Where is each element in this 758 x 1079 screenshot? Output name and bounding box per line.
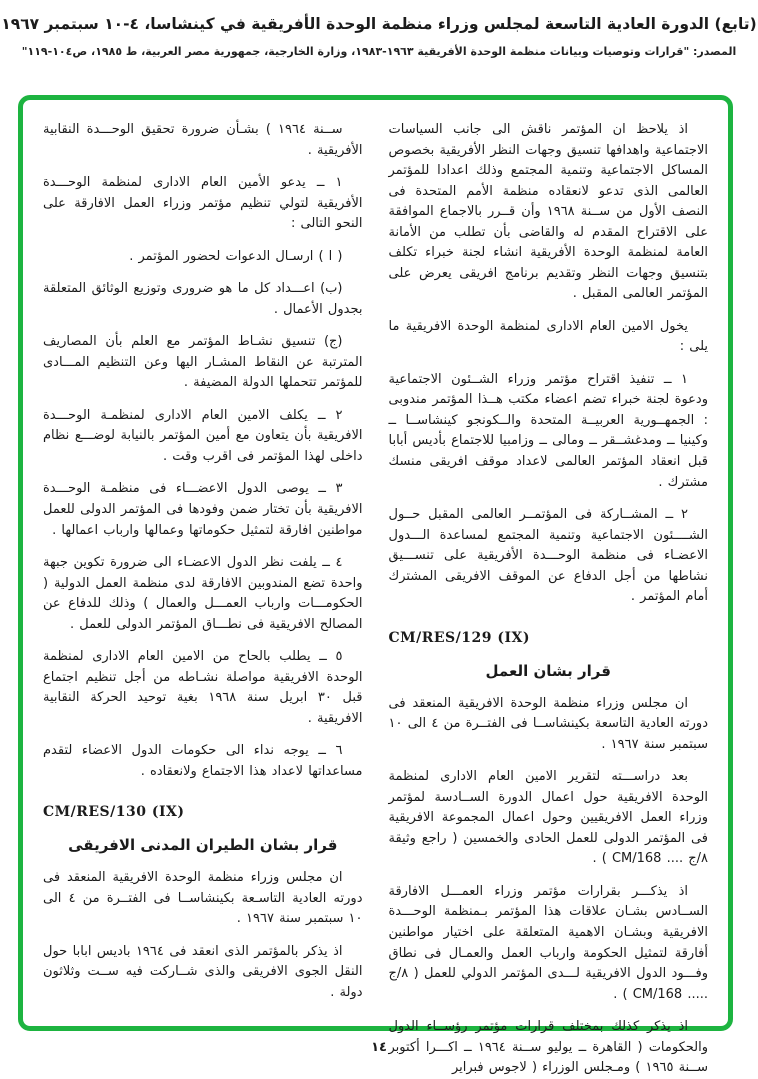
paragraph: ٢ ــ يكلف الامين العام الادارى لمنظمـة الوحـــدة الافريقية بأن يتعاون مع أمين المؤتمر بالنيابة لوضـــع نظام داخلى لهذا المؤتمر فى اقرب وقت . xyxy=(43,407,363,464)
paragraph: اذ يلاحظ ان المؤتمر ناقش الى جانب السياسات الاجتماعية واهدافها تنسيق وجهات النظر الأفريقية بخصوص المساكل الاجتماعية وتنمية المجتمع وذلك اعدادا للمؤتمر العالمى الذى تدعو لانعقاده منظمة الأمم المتحدة فى النصف الأول من ســنة ١٩٦٨ وأن قــرر بالاجماع الموافقة على الاقتراح المقدم له والقاضى بأن تطلب من الأمانة العامة لمنظمة الوحدة الأفريقية انشاء لجنة خبراء تكلف بتنسيق وجهات النظر وتقديم برنامج افريقى يعرض على المؤتمر العالمى المقبل . xyxy=(388,122,708,302)
resolution-heading: قرار بشان العمل xyxy=(485,661,611,680)
paragraph: (ج) تنسيق نشـاط المؤتمر مع العلم بأن المصاريف المترتبة عن النقاط المشـار اليها وعن التنظيم المـــادى للمؤتمر تتحملها الدولة المضيفة . xyxy=(43,334,363,391)
page-header-source: المصدر: "قرارات وتوصيات وبيانات منظمة الوحدة الأفريقية ١٩٦٣-١٩٨٣، وزارة الخارجية، جمهورية مصر العربية، ط ١٩٨٥، ص١٠٤-١١٩" xyxy=(21,44,737,58)
paragraph: ٥ ــ يطلب بالحاح من الامين العام الادارى لمنظمة الوحدة الافريقية مواصلة نشـاطه من أجل تنظيم اجتماع قبل ٣٠ ابريل سنة ١٩٦٨ بغية توحيد الحركة النقابية الافريقية . xyxy=(43,649,363,726)
resolution-code: CM/RES/130 (IX) xyxy=(43,804,185,821)
page-header-title: (تابع) الدورة العادية التاسعة لمجلس وزراء منظمة الوحدة الأفريقية في كينشاسا، ٤-١٠ سبتمبر ١٩٦٧ xyxy=(1,15,757,33)
paragraph: ان مجلس وزراء منظمة الوحدة الافريقية المنعقد فى دورته العادية التاسعة بكينشاســا فى الفتــرة من ٤ الى ١٠ سبتمبر سنة ١٩٦٧ . xyxy=(388,695,708,752)
paragraph: ٢ ــ المشــاركة فى المؤتمــر العالمى المقبل حــول الشــــئون الاجتماعية وتنمية المجتمع لمساعدة الـــدول الاعضـاء فى منظمة الوحـــدة الأفريقية على تنســـيق نشاطها من أجل الدفاع عن الموقف الافريقى المشترك أمام المؤتمر . xyxy=(388,507,708,605)
paragraph: ٣ ــ يوصى الدول الاعضـــاء فى منظمـة الوحـــدة الافريقية بأن تختار ضمن وفودها فى المؤتمر الدولى للعمل مواطنين افارقة لتمثيل حكوماتها وعمالها وارباب اعمالها . xyxy=(43,481,363,538)
paragraph: ان مجلس وزراء منظمة الوحدة الافريقية المنعقد فى دورته العادية التاسـعة بكينشاســا فى الفتــرة من ٤ الى ١٠ سبتمبر سنة ١٩٦٧ . xyxy=(43,870,363,927)
paragraph: (ب) اعـــداد كل ما هو ضرورى وتوزيع الوثائق المتعلقة بجدول الأعمال . xyxy=(43,281,363,317)
paragraph: ٦ ــ يوجه نداء الى حكومات الدول الاعضاء لتقدم مساعداتها لاعداد هذا الاجتماع ولانعقاده . xyxy=(43,743,363,779)
paragraph: ( ا ) ارسـال الدعوات لحضور المؤتمر . xyxy=(129,248,343,264)
paragraph: يخول الامين العام الادارى لمنظمة الوحدة الافريقية ما يلى : xyxy=(388,318,708,355)
paragraph: اذ يذكر بالمؤتمر الذى انعقد فى ١٩٦٤ باديس ابابا حول النقل الجوى الافريقى والذى شــاركت فيه ســت وثلاثون دولة . xyxy=(43,943,363,1000)
paragraph: ســنة ١٩٦٤ ) بشـأن ضرورة تحقيق الوحـــدة النقابية الأفريقية . xyxy=(43,122,363,158)
paragraph: اذ يذكـــر بقرارات مؤتمر وزراء العمـــل الافارقة الســادس بشـان علاقات هذا المؤتمر بـمنظمة الوحـــدة الافريقية وبشـان الاهمية المتعلقة على اختيار مواطنين أفارقة لتمثيل الحكومة وارباب العمل والعمـال فى نطاق وفـــود الدول الافريقية لـــدى المؤتمر الدولي للعمل ( ٨/ج ..... CM/168 ) . xyxy=(388,883,708,1002)
resolution-code: CM/RES/129 (IX) xyxy=(388,629,531,646)
page-number: ١٤ xyxy=(371,1040,387,1055)
resolution-heading: قرار بشان الطيران المدنى الافريقى xyxy=(68,836,338,855)
paragraph: ١ ــ يدعو الأمين العام الادارى لمنظمة الوحـــدة الأفريقية لتولي تنظيم مؤتمر وزراء العمل الافارقة على النحو التالى : xyxy=(43,175,363,232)
paragraph: اذ يذكر كذلك بمختلف قرارات مؤتمر رؤســاء الدول والحكومات ( القاهرة ــ يوليو ســنة ١٩٦٤ ــ اكـــرا أكتوبر ســنة ١٩٦٥ ) ومـجلس الوزراء ( لاجوس فبراير xyxy=(388,1019,708,1076)
column-left xyxy=(43,120,363,1016)
page-header xyxy=(0,0,758,58)
paragraph: ٤ ــ يلفت نظر الدول الاعضـاء الى ضرورة تكوين جبهة واحدة تضع المندوبين الافارقة لدى منظمة العمل الدولية ( الحكومـــات وارباب العمـــل والعمال ) وذلك للدفاع عن المصالح الافريقية فى نطـــاق المؤتمر الدولى للعمل . xyxy=(43,555,363,632)
paragraph: بعد دراســـته لتقرير الامين العام الادارى لمنظمة الوحدة الافريقية حول اعمال الدورة الســادسة لمؤتمر وزراء العمل الافريقيين وحول اعمال المجموعة الافريقية فى المؤتمر الدولى للعمل الحادى والخمسين ( راجع وثيقة ٨/ج .... CM/168 ) . xyxy=(388,769,708,867)
paragraph: ١ ــ تنفيذ اقتراح مؤتمر وزراء الشــئون الاجتماعية ودعوة لجنة خبراء تضم اعضاء مكتب هــذا المؤتمر مندوبى : الجمهــورية العربيــة المتحدة والــكونجو كينشاســا ــ وكينيا ــ ومدغشــقر ــ ومالى ــ وزامبيا للاجتماع بأديس أبابا قبل انعقاد المؤتمر العالمى لاعداد موقف افريقى منسك مشترك . xyxy=(388,371,708,490)
column-right xyxy=(388,120,709,1076)
